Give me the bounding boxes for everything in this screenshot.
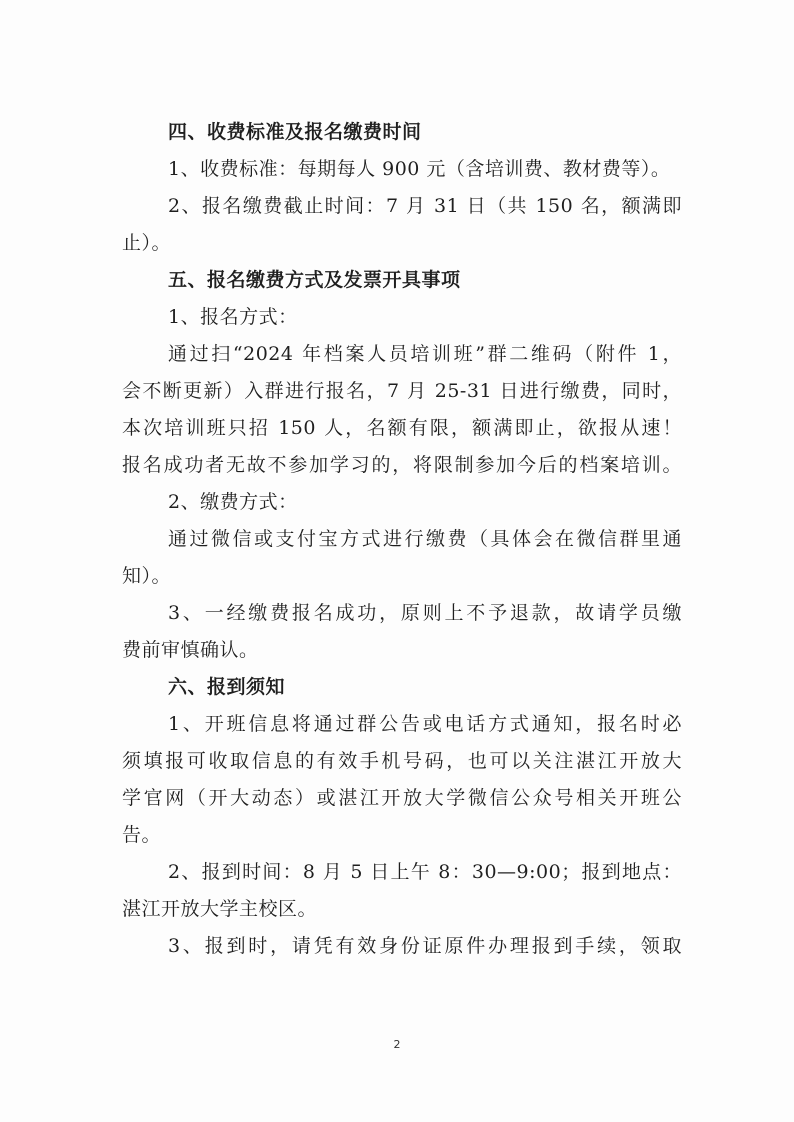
- section-heading-5: 五、报名缴费方式及发票开具事项: [168, 269, 461, 291]
- paragraph-line: 3、报到时，请凭有效身份证原件办理报到手续，领取: [168, 935, 682, 957]
- section-heading-6: 六、报到须知: [168, 676, 286, 698]
- paragraph-line: 须填报可收取信息的有效手机号码，也可以关注湛江开放大: [122, 750, 682, 772]
- document-body: [122, 114, 682, 965]
- paragraph-line: 报名成功者无故不参加学习的，将限制参加今后的档案培训。: [122, 454, 682, 476]
- paragraph-line: 告。: [122, 824, 162, 846]
- page-number: 2: [393, 1038, 401, 1051]
- paragraph-line: 本次培训班只招 150 人，名额有限，额满即止，欲报从速！: [122, 417, 682, 439]
- paragraph-line: 湛江开放大学主校区。: [122, 898, 318, 920]
- paragraph-line: 费前审慎确认。: [122, 639, 259, 661]
- paragraph-line: 1、开班信息将通过群公告或电话方式通知，报名时必: [168, 713, 682, 735]
- paragraph-line: 知）。: [122, 565, 172, 587]
- paragraph-line: 会不断更新）入群进行报名，7 月 25-31 日进行缴费，同时，: [122, 380, 682, 402]
- paragraph-line: 止）。: [122, 232, 172, 254]
- paragraph-line: 学官网（开大动态）或湛江开放大学微信公众号相关开班公: [122, 787, 682, 809]
- paragraph-line: 通过扫“2024 年档案人员培训班”群二维码（附件 1，: [168, 343, 682, 365]
- paragraph-line: 通过微信或支付宝方式进行缴费（具体会在微信群里通: [168, 528, 682, 550]
- paragraph-line: 2、报到时间：8 月 5 日上午 8：30—9:00；报到地点：: [168, 861, 682, 883]
- paragraph-line: 2、缴费方式：: [168, 491, 298, 513]
- paragraph-line: 1、收费标准：每期每人 900 元（含培训费、教材费等）。: [168, 158, 671, 180]
- paragraph-line: 1、报名方式：: [168, 306, 298, 328]
- section-heading-4: 四、收费标准及报名缴费时间: [168, 121, 422, 143]
- paragraph-line: 3、一经缴费报名成功，原则上不予退款，故请学员缴: [168, 602, 682, 624]
- paragraph-line: 2、报名缴费截止时间：7 月 31 日（共 150 名，额满即: [168, 195, 682, 217]
